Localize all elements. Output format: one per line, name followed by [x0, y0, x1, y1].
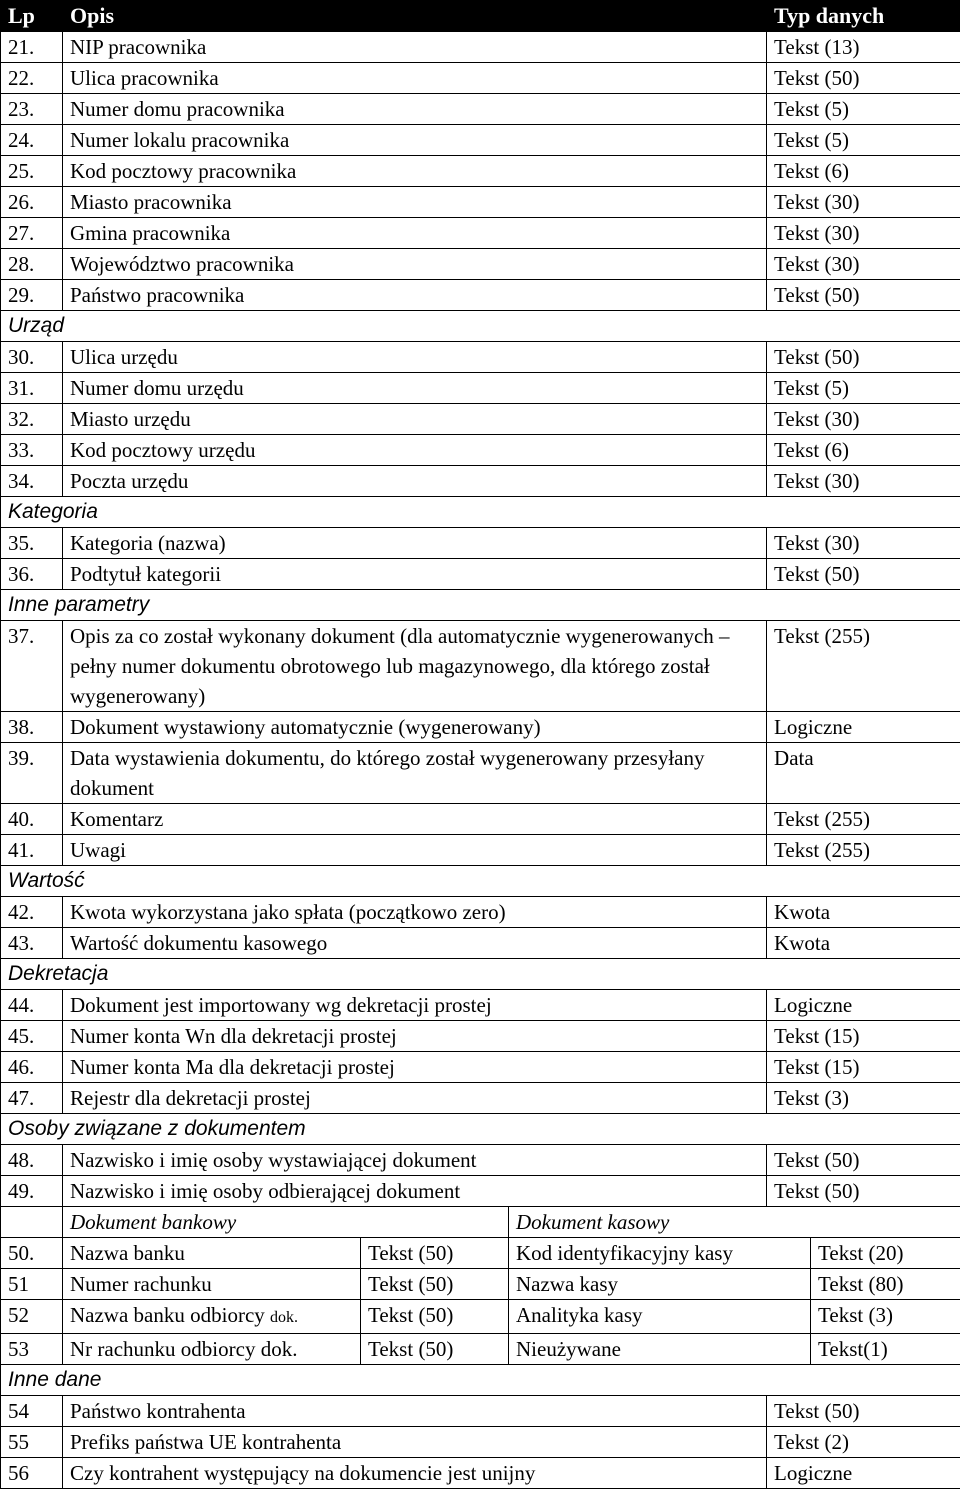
row-typ: Tekst (30) [767, 218, 960, 249]
row-typ: Tekst (30) [767, 187, 960, 218]
section-title: Kategoria [1, 497, 960, 528]
row-typ: Logiczne [767, 990, 960, 1021]
table-row [1, 1021, 960, 1052]
row-typ: Tekst (3) [767, 1083, 960, 1114]
subheader-bank: Dokument bankowy [63, 1207, 509, 1238]
table-row [1, 280, 960, 311]
row-opis: Nazwisko i imię osoby odbierającej dokument [63, 1176, 767, 1207]
row-opis: Data wystawienia dokumentu, do którego został wygenerowany przesyłany dokument [63, 743, 767, 804]
row-opis: Dokument jest importowany wg dekretacji prostej [63, 990, 767, 1021]
row-lp: 37. [1, 621, 63, 712]
row-opis: Ulica urzędu [63, 342, 767, 373]
table-row [1, 1396, 960, 1427]
bank-opis-abbrev: dok. [270, 1309, 299, 1326]
row-lp: 49. [1, 1176, 63, 1207]
row-opis: Państwo pracownika [63, 280, 767, 311]
bank-opis-text: Nazwa banku odbiorcy [70, 1303, 265, 1327]
table-row [1, 342, 960, 373]
row-lp: 34. [1, 466, 63, 497]
row-typ: Tekst (50) [767, 1145, 960, 1176]
kasa-typ: Tekst(1) [811, 1334, 960, 1365]
bank-opis [63, 1238, 361, 1269]
row-opis: Kod pocztowy pracownika [63, 156, 767, 187]
row-lp: 28. [1, 249, 63, 280]
section-title: Inne parametry [1, 590, 960, 621]
row-opis: Rejestr dla dekretacji prostej [63, 1083, 767, 1114]
row-lp: 55 [1, 1427, 63, 1458]
section-heading-row [1, 959, 960, 990]
row-lp: 51 [1, 1269, 63, 1300]
row-opis: Państwo kontrahenta [63, 1396, 767, 1427]
row-typ: Tekst (2) [767, 1427, 960, 1458]
table-row [1, 218, 960, 249]
row-lp: 22. [1, 63, 63, 94]
row-typ: Data [767, 743, 960, 804]
row-opis: Województwo pracownika [63, 249, 767, 280]
table-row [1, 990, 960, 1021]
header-opis: Opis [63, 1, 767, 32]
row-typ: Tekst (30) [767, 249, 960, 280]
kasa-opis: Nazwa kasy [509, 1269, 811, 1300]
row-typ: Tekst (50) [767, 1396, 960, 1427]
split-row [1, 1238, 960, 1269]
table-row [1, 559, 960, 590]
row-opis: Uwagi [63, 835, 767, 866]
section-heading-row [1, 311, 960, 342]
table-row [1, 897, 960, 928]
row-typ: Tekst (50) [767, 1176, 960, 1207]
table-row [1, 63, 960, 94]
row-lp: 53 [1, 1334, 63, 1365]
row-opis: Ulica pracownika [63, 63, 767, 94]
section-title: Wartość [1, 866, 960, 897]
kasa-opis: Nieużywane [509, 1334, 811, 1365]
bank-opis-text: Nazwa banku [70, 1241, 185, 1265]
row-lp: 26. [1, 187, 63, 218]
row-lp: 35. [1, 528, 63, 559]
row-lp: 42. [1, 897, 63, 928]
row-lp: 47. [1, 1083, 63, 1114]
section-title: Urząd [1, 311, 960, 342]
table-row [1, 1176, 960, 1207]
row-typ: Logiczne [767, 1458, 960, 1489]
table-header-row [1, 1, 960, 32]
table-row [1, 435, 960, 466]
table-row [1, 94, 960, 125]
row-typ: Tekst (50) [767, 559, 960, 590]
section-title: Inne dane [1, 1365, 960, 1396]
row-opis: Gmina pracownika [63, 218, 767, 249]
table-row [1, 712, 960, 743]
kasa-typ: Tekst (3) [811, 1300, 960, 1334]
row-opis: Miasto pracownika [63, 187, 767, 218]
row-lp: 41. [1, 835, 63, 866]
row-lp: 25. [1, 156, 63, 187]
row-typ: Tekst (6) [767, 156, 960, 187]
table-row [1, 804, 960, 835]
row-typ: Tekst (50) [767, 63, 960, 94]
row-lp: 36. [1, 559, 63, 590]
table-row [1, 1427, 960, 1458]
row-typ: Tekst (15) [767, 1021, 960, 1052]
row-opis: Numer domu pracownika [63, 94, 767, 125]
row-lp: 30. [1, 342, 63, 373]
table-row [1, 32, 960, 63]
table-row [1, 1083, 960, 1114]
row-lp: 44. [1, 990, 63, 1021]
row-lp: 50. [1, 1238, 63, 1269]
row-lp: 21. [1, 32, 63, 63]
table-row [1, 249, 960, 280]
kasa-opis: Analityka kasy [509, 1300, 811, 1334]
row-opis: Numer konta Ma dla dekretacji prostej [63, 1052, 767, 1083]
row-opis: Numer lokalu pracownika [63, 125, 767, 156]
row-lp: 33. [1, 435, 63, 466]
table-row [1, 373, 960, 404]
table-row [1, 1052, 960, 1083]
table-row [1, 1458, 960, 1489]
table-row [1, 743, 960, 804]
row-lp: 39. [1, 743, 63, 804]
table-row [1, 928, 960, 959]
row-opis: Wartość dokumentu kasowego [63, 928, 767, 959]
row-opis: Kwota wykorzystana jako spłata (początkowo zero) [63, 897, 767, 928]
table-row [1, 528, 960, 559]
split-spacer [1, 1207, 63, 1238]
table-row [1, 835, 960, 866]
subheader-kasa: Dokument kasowy [509, 1207, 960, 1238]
row-typ: Tekst (6) [767, 435, 960, 466]
split-subheader-row [1, 1207, 960, 1238]
row-typ: Tekst (30) [767, 466, 960, 497]
section-heading-row [1, 866, 960, 897]
row-opis: Prefiks państwa UE kontrahenta [63, 1427, 767, 1458]
section-heading-row [1, 1114, 960, 1145]
row-typ: Tekst (30) [767, 528, 960, 559]
row-opis: Dokument wystawiony automatycznie (wygenerowany) [63, 712, 767, 743]
row-lp: 40. [1, 804, 63, 835]
table-row [1, 125, 960, 156]
bank-opis-text: Nr rachunku odbiorcy dok. [70, 1337, 298, 1361]
row-lp: 46. [1, 1052, 63, 1083]
split-row [1, 1269, 960, 1300]
bank-typ: Tekst (50) [361, 1238, 509, 1269]
row-typ: Tekst (30) [767, 404, 960, 435]
section-heading-row [1, 1365, 960, 1396]
row-lp: 27. [1, 218, 63, 249]
row-typ: Tekst (255) [767, 804, 960, 835]
row-opis: Kategoria (nazwa) [63, 528, 767, 559]
row-opis: Kod pocztowy urzędu [63, 435, 767, 466]
row-opis: Czy kontrahent występujący na dokumencie jest unijny [63, 1458, 767, 1489]
kasa-typ: Tekst (20) [811, 1238, 960, 1269]
table-row [1, 621, 960, 712]
row-opis: Komentarz [63, 804, 767, 835]
row-lp: 24. [1, 125, 63, 156]
kasa-opis: Kod identyfikacyjny kasy [509, 1238, 811, 1269]
row-lp: 29. [1, 280, 63, 311]
table-row [1, 187, 960, 218]
row-typ: Tekst (255) [767, 621, 960, 712]
bank-typ: Tekst (50) [361, 1334, 509, 1365]
bank-typ: Tekst (50) [361, 1269, 509, 1300]
row-opis: Nazwisko i imię osoby wystawiającej dokument [63, 1145, 767, 1176]
row-typ: Tekst (50) [767, 280, 960, 311]
bank-opis [63, 1334, 361, 1365]
row-lp: 52 [1, 1300, 63, 1334]
section-heading-row [1, 590, 960, 621]
table-row [1, 404, 960, 435]
section-title: Dekretacja [1, 959, 960, 990]
row-opis: Opis za co został wykonany dokument (dla automatycznie wygenerowanych – pełny numer dokumentu obrotowego lub magazynowego, dla którego został wygenerowany) [63, 621, 767, 712]
split-row [1, 1300, 960, 1334]
row-typ: Tekst (5) [767, 94, 960, 125]
row-opis: Numer konta Wn dla dekretacji prostej [63, 1021, 767, 1052]
section-title: Osoby związane z dokumentem [1, 1114, 960, 1145]
header-typ: Typ danych [767, 1, 960, 32]
row-opis: NIP pracownika [63, 32, 767, 63]
row-opis: Numer domu urzędu [63, 373, 767, 404]
split-row [1, 1334, 960, 1365]
row-typ: Tekst (50) [767, 342, 960, 373]
row-lp: 31. [1, 373, 63, 404]
row-lp: 48. [1, 1145, 63, 1176]
section-heading-row [1, 497, 960, 528]
row-lp: 54 [1, 1396, 63, 1427]
row-typ: Tekst (13) [767, 32, 960, 63]
bank-typ: Tekst (50) [361, 1300, 509, 1334]
row-opis: Podtytuł kategorii [63, 559, 767, 590]
row-typ: Tekst (5) [767, 373, 960, 404]
kasa-typ: Tekst (80) [811, 1269, 960, 1300]
row-typ: Logiczne [767, 712, 960, 743]
bank-opis [63, 1269, 361, 1300]
row-lp: 45. [1, 1021, 63, 1052]
row-lp: 43. [1, 928, 63, 959]
row-lp: 56 [1, 1458, 63, 1489]
bank-opis [63, 1300, 361, 1334]
row-lp: 32. [1, 404, 63, 435]
row-opis: Poczta urzędu [63, 466, 767, 497]
row-typ: Tekst (5) [767, 125, 960, 156]
header-lp: Lp [1, 1, 63, 32]
table-row [1, 466, 960, 497]
row-typ: Tekst (255) [767, 835, 960, 866]
row-lp: 38. [1, 712, 63, 743]
table-row [1, 1145, 960, 1176]
row-typ: Tekst (15) [767, 1052, 960, 1083]
row-lp: 23. [1, 94, 63, 125]
row-opis: Miasto urzędu [63, 404, 767, 435]
row-typ: Kwota [767, 928, 960, 959]
row-typ: Kwota [767, 897, 960, 928]
bank-opis-text: Numer rachunku [70, 1272, 212, 1296]
table-row [1, 156, 960, 187]
